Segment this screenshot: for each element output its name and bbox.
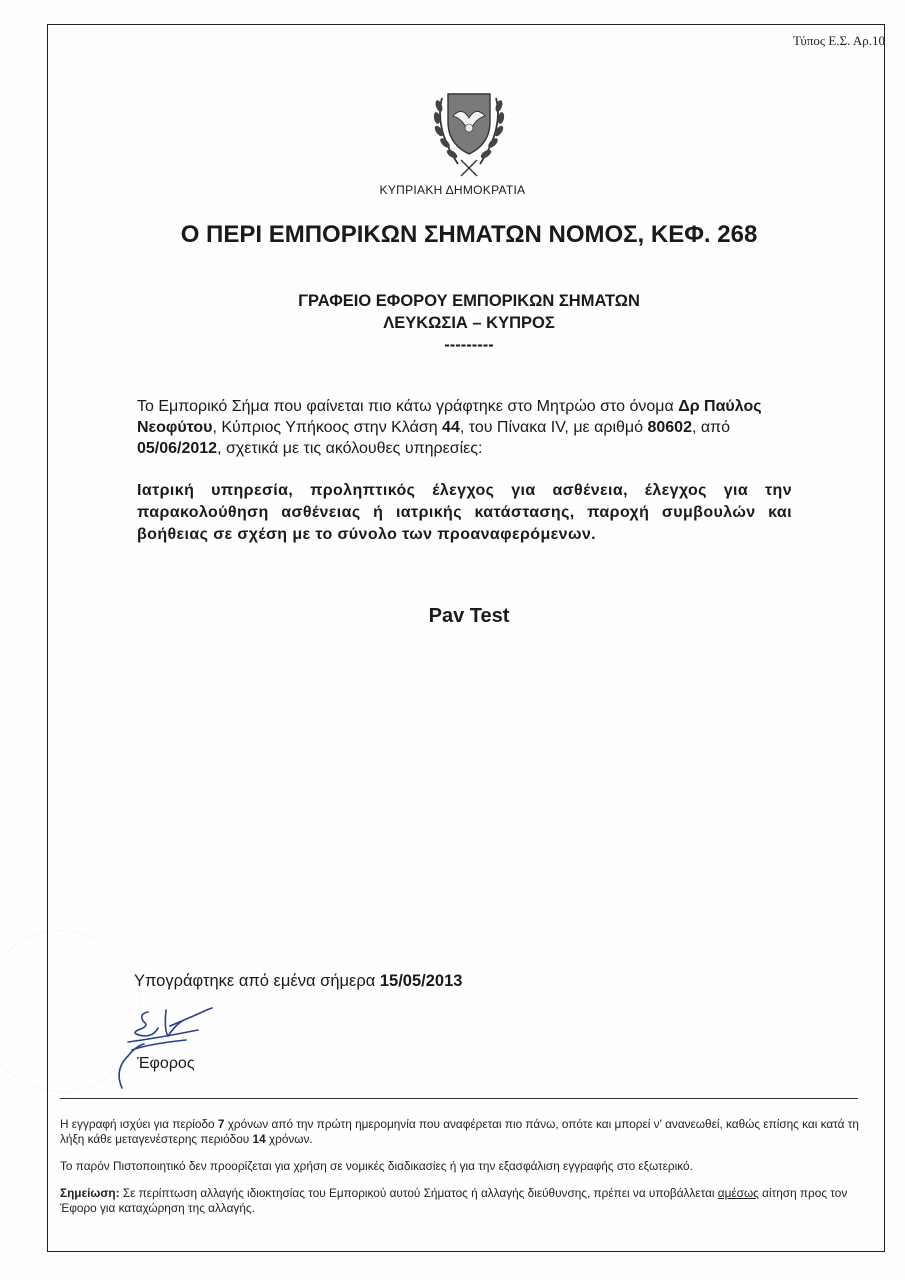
footer-notes: [60, 1117, 870, 1228]
footer-divider: [60, 1098, 858, 1099]
law-title: Ο ΠΕΡΙ ΕΜΠΟΡΙΚΩΝ ΣΗΜΑΤΩΝ ΝΟΜΟΣ, ΚΕΦ. 268: [180, 221, 758, 248]
signed-date: 15/05/2013: [379, 972, 463, 990]
office-name: ΓΡΑΦΕΙΟ ΕΦΟΡΟΥ ΕΜΠΟΡΙΚΩΝ ΣΗΜΑΤΩΝ: [298, 292, 640, 310]
registration-paragraph: Το Εμπορικό Σήμα που φαίνεται πιο κάτω γράφτηκε στο Μητρώο στο όνομα Δρ Παύλος Νεοφύτου, Κύπριος Υπήκοος στην Κλάση 44, του Πίνακα IV, με αριθμό 80602, από 05/06/2012, σχετικά με τις ακόλουθες υπηρεσίες:: [137, 398, 762, 457]
trademark-name: Pav Test: [428, 605, 510, 627]
signed-statement: Υπογράφτηκε από εμένα σήμερα 15/05/2013: [134, 972, 463, 990]
republic-heading: ΚΥΠΡΙΑΚΗ ΔΗΜΟΚΡΑΤΙΑ: [379, 183, 526, 197]
form-type-label: Τύπος Ε.Σ. Αρ.10: [792, 33, 885, 48]
urgent-word: αμέσως: [717, 1186, 759, 1200]
registration-date: 05/06/2012: [137, 440, 218, 457]
office-separator: ---------: [444, 336, 494, 354]
registrar-title: Έφορος: [137, 1055, 195, 1072]
handwritten-signature: [108, 1000, 228, 1092]
coat-of-arms-emblem: [428, 88, 510, 180]
office-heading: [0, 291, 905, 357]
class-number: 44: [442, 419, 460, 436]
registration-intro: Το Εμπορικό Σήμα που φαίνεται πιο κάτω γράφτηκε στο Μητρώο στο όνομα: [137, 398, 674, 415]
certificate-note: Το παρόν Πιστοποιητικό δεν προορίζεται για χρήση σε νομικές διαδικασίες ή για την εξασφάλιση εγγραφής στο εξωτερικό.: [60, 1159, 693, 1173]
change-note: Σημείωση: Σε περίπτωση αλλαγής ιδιοκτησίας του Εμπορικού αυτού Σήματος ή αλλαγής διεύθυνσης, πρέπει να υποβάλλεται αμέσως αίτηση προς τον Έφορο για καταχώρηση της αλλαγής.: [60, 1186, 848, 1215]
services-description: Ιατρική υπηρεσία, προληπτικός έλεγχος για ασθένεια, έλεγχος για την παρακολούθηση ασθένειας ή ιατρικής κατάστασης, παροχή συμβουλών και βοήθειας σε σχέση με το σύνολο των προαναφερόμενων.: [137, 482, 792, 543]
office-location: ΛΕΥΚΩΣΙΑ – ΚΥΠΡΟΣ: [383, 314, 555, 332]
owner-name: Δρ Παύλος Νεοφύτου: [137, 398, 762, 436]
validity-note: Η εγγραφή ισχύει για περίοδο 7 χρόνων από την πρώτη ημερομηνία που αναφέρεται πιο πάνω, οπότε και μπορεί ν' ανανεωθεί, καθώς επίσης και κατά τη λήξη κάθε μεταγενέστερης περιόδου 14 χρόνων.: [60, 1117, 859, 1146]
registration-number: 80602: [647, 419, 692, 436]
note-label: Σημείωση:: [60, 1186, 120, 1200]
